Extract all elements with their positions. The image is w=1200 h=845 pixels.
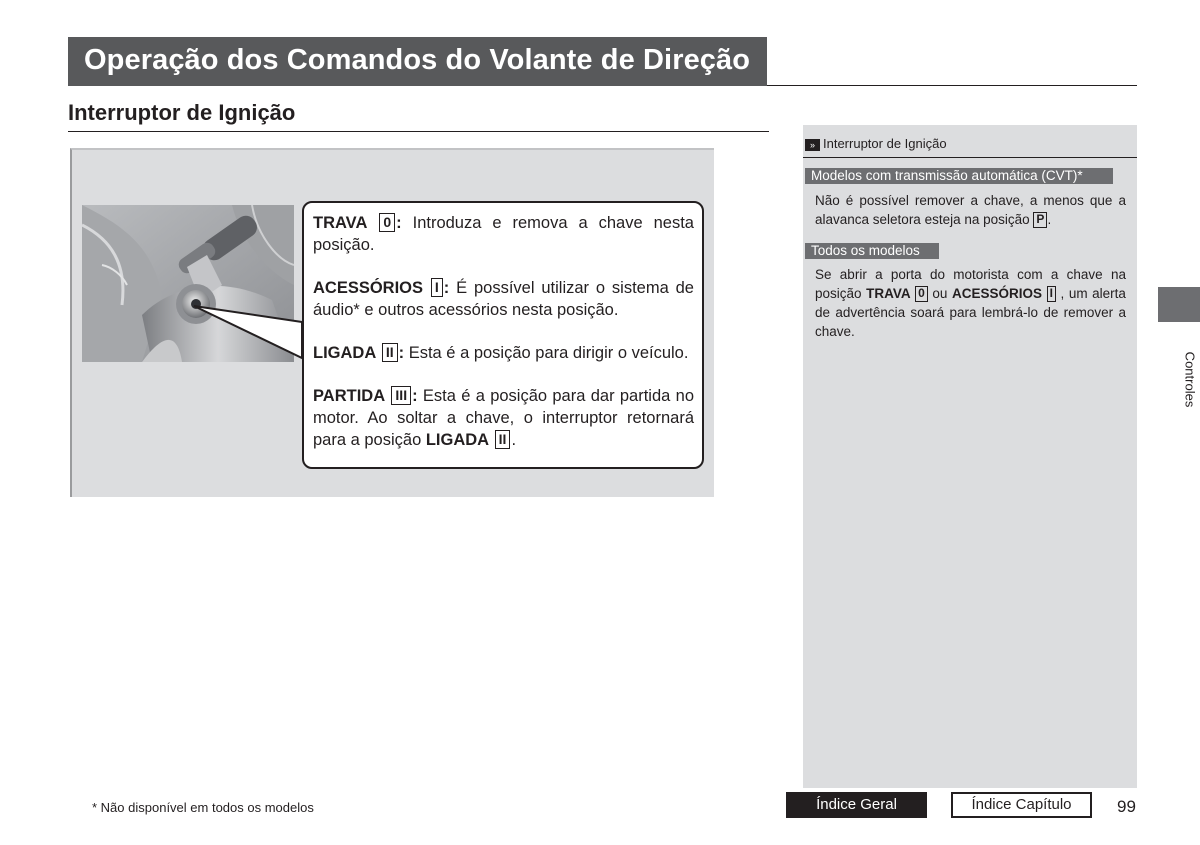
partida-text: Esta é a posição para dar partida no motor. Ao soltar a chave, o interruptor retornará para a posição: [313, 387, 694, 449]
section-heading: Interruptor de Ignição: [68, 100, 296, 125]
position-trava: TRAVA 0 : Introduza e remova a chave nesta posição.: [313, 214, 694, 254]
position-acessorios: ACESSÓRIOS I : É possível utilizar o sistema de áudio* e outros acessórios nesta posição.: [313, 279, 694, 319]
position-ligada: LIGADA II : Esta é a posição para dirigir o veículo.: [313, 344, 689, 362]
position-3-icon: III: [391, 386, 411, 405]
partida-end: .: [511, 431, 517, 449]
all-models-note: [815, 265, 1126, 341]
general-index-button[interactable]: Índice Geral: [786, 792, 927, 818]
sidebar-rule: [803, 157, 1137, 158]
partida-name: PARTIDA: [313, 387, 386, 405]
trava-name: TRAVA: [313, 214, 368, 232]
footnote: * Não disponível em todos os modelos: [92, 800, 314, 815]
all-models-text-1: Se abrir a porta do motorista com a chave na posição: [815, 267, 1126, 301]
callout-pointer: [192, 290, 304, 370]
all-models-label: Todos os modelos: [805, 243, 939, 259]
section-rule: [68, 131, 769, 132]
trava-ref: TRAVA: [866, 286, 911, 301]
position-partida: PARTIDA III : Esta é a posição para dar partida no motor. Ao soltar a chave, o interruptor retornará para a posição LIGADA II .: [313, 387, 694, 449]
position-1-icon: I: [431, 278, 443, 297]
ignition-positions-callout: [302, 201, 704, 469]
cvt-note-period: .: [1047, 212, 1052, 227]
page-title-bar: [68, 37, 767, 86]
ligada-text: Esta é a posição para dirigir o veículo.: [404, 344, 689, 362]
page-number: 99: [1117, 797, 1136, 816]
title-rule: [767, 85, 1137, 86]
park-position-icon: P: [1033, 212, 1047, 228]
ignition-figure: [70, 148, 714, 497]
position-1-icon: I: [1047, 286, 1056, 302]
position-2-icon: II: [495, 430, 511, 449]
cvt-models-label: Modelos com transmissão automática (CVT)*: [805, 168, 1113, 184]
chapter-index-button[interactable]: Índice Capítulo: [951, 792, 1092, 818]
notes-sidebar: [803, 125, 1137, 788]
acessorios-text: É possível utilizar o sistema de áudio* e outros acessórios nesta posição.: [313, 279, 694, 319]
double-chevron-icon: »: [805, 139, 820, 151]
all-models-text-2: , um alerta de advertência soará para lembrá-lo de remover a chave.: [815, 286, 1126, 339]
trava-text: Introduza e remova a chave nesta posição.: [313, 214, 694, 254]
position-2-icon: II: [382, 343, 398, 362]
or-word: ou: [932, 286, 948, 301]
partida-end-name: LIGADA: [425, 431, 490, 449]
position-0-icon: 0: [379, 213, 395, 232]
acessorios-name: ACESSÓRIOS: [313, 279, 424, 297]
position-0-icon: 0: [915, 286, 928, 302]
cvt-note-text: Não é possível remover a chave, a menos que a alavanca seletora esteja na posição: [815, 193, 1126, 227]
chapter-tab-marker[interactable]: [1158, 287, 1200, 322]
cvt-note: [815, 191, 1126, 229]
page-title: Operação dos Comandos do Volante de Direção: [84, 44, 751, 76]
sidebar-reference-title: Interruptor de Ignição: [823, 136, 947, 151]
acessorios-ref: ACESSÓRIOS: [952, 286, 1043, 301]
ligada-name: LIGADA: [313, 344, 377, 362]
chapter-tab-label: Controles: [1182, 351, 1198, 408]
sidebar-reference: [805, 136, 947, 151]
